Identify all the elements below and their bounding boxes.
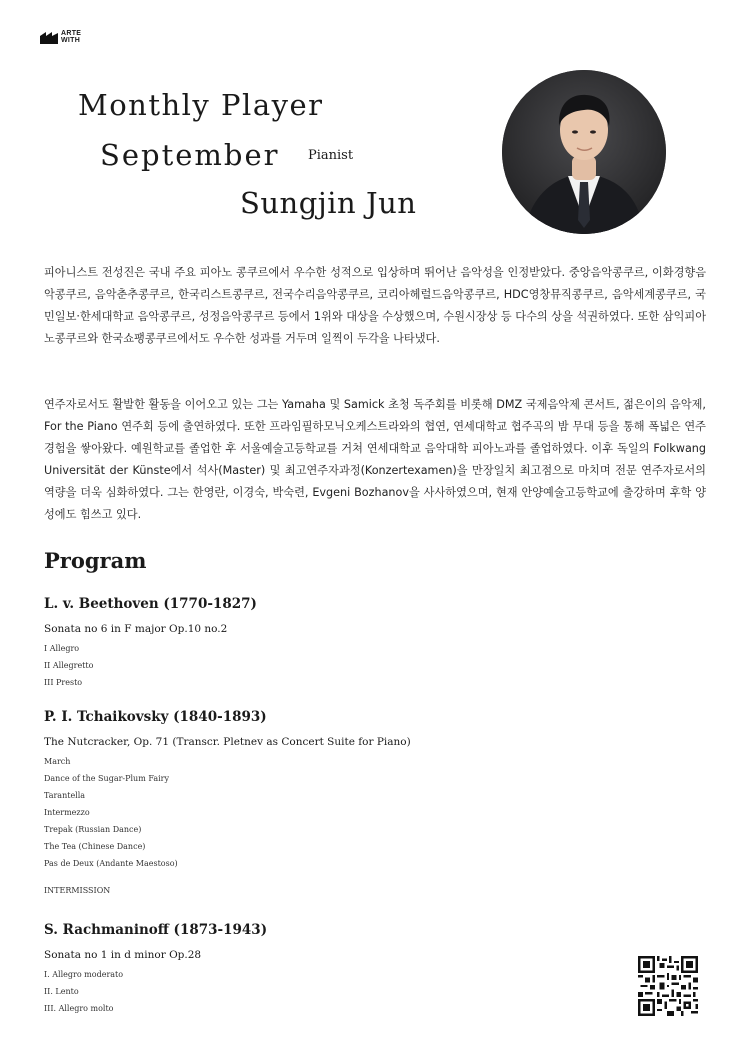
logo-text	[61, 30, 81, 44]
intermission-label: INTERMISSION	[44, 886, 111, 895]
bio-paragraph-1: 피아니스트 전성진은 국내 주요 피아노 콩쿠르에서 우수한 성적으로 입상하며 뛰어난 음악성을 인정받았다. 중앙음악콩쿠르, 이화경향음악콩쿠르, 음악춘추콩쿠르, 한국리스트콩쿠르, 전국수리음악콩쿠르, 코리아헤럴드음악콩쿠르, HDC영창뮤직콩쿠르, 음악세계콩쿠르, 국민일보·한세대학교 음악콩쿠르, 성정음악콩쿠르 등에서 1위와 대상을 수상했으며, 수원시장상 등 다수의 상을 석권하였다. 또한 삼익피아노콩쿠르와 한국쇼팽콩쿠르에서도 우수한 성과를 거두며 일찍이 두각을 나타냈다.	[44, 266, 706, 345]
logo-line2: WITH	[61, 37, 81, 44]
work-beethoven: Sonata no 6 in F major Op.10 no.2	[44, 623, 228, 635]
performer-name: Sungjin Jun	[240, 186, 417, 220]
arte-with-logo	[40, 30, 81, 44]
movement: III. Allegro molto	[44, 1004, 114, 1013]
movement: I. Allegro moderato	[44, 970, 124, 979]
movement: Dance of the Sugar-Plum Fairy	[44, 774, 170, 783]
movement: Pas de Deux (Andante Maestoso)	[44, 859, 178, 868]
movement: I Allegro	[44, 644, 80, 653]
movement: March	[44, 757, 71, 766]
movement: The Tea (Chinese Dance)	[44, 842, 146, 851]
performer-role: Pianist	[308, 148, 354, 163]
movement: Tarantella	[44, 791, 86, 800]
pianist-portrait	[502, 70, 666, 234]
logo-line1: ARTE	[61, 30, 82, 37]
qr-code-icon[interactable]	[638, 956, 698, 1016]
program-heading: Program	[44, 548, 147, 573]
composer-beethoven: L. v. Beethoven (1770-1827)	[44, 596, 257, 612]
movement: II. Lento	[44, 987, 79, 996]
composer-rachmaninoff: S. Rachmaninoff (1873-1943)	[44, 922, 268, 938]
composer-tchaikovsky: P. I. Tchaikovsky (1840-1893)	[44, 709, 267, 725]
arte-with-logo-icon	[40, 31, 58, 44]
portrait-illustration	[502, 70, 666, 234]
bio-paragraph-2: 연주자로서도 활발한 활동을 이어오고 있는 그는 Yamaha 및 Samick 초청 독주회를 비롯해 DMZ 국제음악제 콘서트, 젊은이의 음악제, For the Piano 연주회 등에 출연하였다. 또한 프라임필하모닉오케스트라와의 협연, 연세대학교 협주곡의 밤 무대 등을 통해 폭넓은 연주 경험을 쌓아왔다. 예원학교를 졸업한 후 서울예술고등학교를 거쳐 연세대학교 음악대학 피아노과를 졸업하였다. 이후 독일의 Folkwang Universität der Künste에서 석사(Master) 및 최고연주자과정(Konzertexamen)을 만장일치 최고점으로 마치며 전문 연주자로서의 역량을 더욱 심화하였다. 그는 한영란, 이경숙, 박숙련, Evgeni Bozhanov을 사사하였으며, 현재 안양예술고등학교에 출강하며 후학 양성에도 힘쓰고 있다.	[44, 398, 706, 521]
work-tchaikovsky: The Nutcracker, Op. 71 (Transcr. Pletnev as Concert Suite for Piano)	[44, 736, 411, 748]
work-rachmaninoff: Sonata no 1 in d minor Op.28	[44, 949, 202, 961]
movement: II Allegretto	[44, 661, 94, 670]
title-month: September	[100, 138, 280, 172]
movement: Intermezzo	[44, 808, 90, 817]
movement: Trepak (Russian Dance)	[44, 825, 142, 834]
title-monthly-player: Monthly Player	[78, 88, 324, 122]
movement: III Presto	[44, 678, 83, 687]
